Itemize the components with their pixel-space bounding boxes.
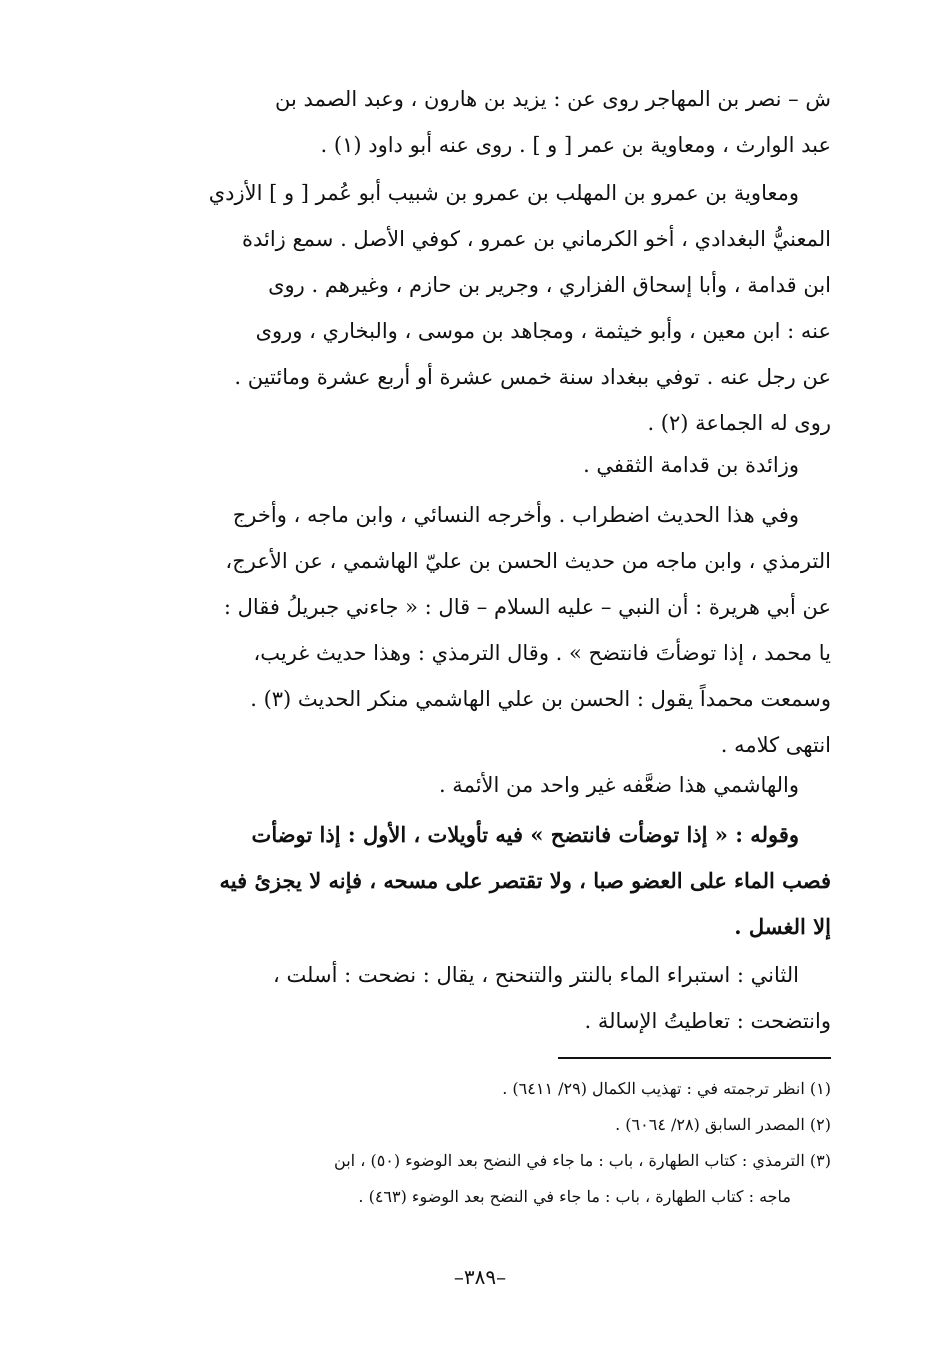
text-line: المعنيُّ البغدادي ، أخو الكرماني بن عمرو ، كوفي الأصل . سمع زائدة bbox=[241, 227, 831, 251]
text-line: فصب الماء على العضو صبا ، ولا تقتصر على مسحه ، فإنه لا يجزئ فيه bbox=[219, 868, 831, 893]
text-line: انتهى كلامه . bbox=[720, 733, 831, 757]
text-line: عبد الوارث ، ومعاوية بن عمر [ و ] . روى عنه أبو داود (١) . bbox=[320, 133, 831, 157]
text-line: يا محمد ، إذا توضأتَ فانتضح » . وقال الترمذي : وهذا حديث غريب، bbox=[253, 641, 831, 665]
footnote-separator bbox=[558, 1057, 831, 1059]
paragraph-hashimi bbox=[150, 762, 831, 808]
text-line: روى له الجماعة (٢) . bbox=[647, 411, 831, 435]
footnote-3: (٣) الترمذي : كتاب الطهارة ، باب : ما جاء في النضح بعد الوضوء (٥٠) ، ابن bbox=[334, 1151, 831, 1170]
text-line: ومعاوية بن عمرو بن المهلب بن عمرو بن شبيب أبو عُمر [ و ] الأزدي bbox=[208, 181, 799, 205]
text-line: وقوله : « إذا توضأت فانتضح » فيه تأويلات ، الأول : إذا توضأت bbox=[251, 822, 799, 847]
paragraph-tawil-first bbox=[150, 812, 831, 950]
text-line: وانتضحت : تعاطيتُ الإسالة . bbox=[584, 1009, 831, 1033]
text-line: والهاشمي هذا ضعَّفه غير واحد من الأئمة . bbox=[438, 773, 799, 797]
page-number: –٣٨٩– bbox=[453, 1265, 507, 1289]
text-line: ش – نصر بن المهاجر روى عن : يزيد بن هارون ، وعبد الصمد بن bbox=[275, 87, 831, 111]
footnote-2: (٢) المصدر السابق (٢٨/ ٦٠٦٤) . bbox=[615, 1115, 831, 1134]
text-line: ابن قدامة ، وأبا إسحاق الفزاري ، وجرير بن حازم ، وغيرهم . روى bbox=[268, 273, 831, 297]
paragraph-tawil-second bbox=[150, 952, 831, 1044]
text-line: وزائدة بن قدامة الثقفي . bbox=[583, 453, 799, 477]
text-line: الترمذي ، وابن ماجه من حديث الحسن بن عليّ الهاشمي ، عن الأعرج، bbox=[225, 549, 831, 573]
paragraph-hadith bbox=[150, 492, 831, 768]
footnote-1: (١) انظر ترجمته في : تهذيب الكمال (٢٩/ ٦٤١١) . bbox=[502, 1079, 831, 1098]
text-line: عنه : ابن معين ، وأبو خيثمة ، ومجاهد بن موسى ، والبخاري ، وروى bbox=[255, 319, 831, 343]
footnote-3-continued: ماجه : كتاب الطهارة ، باب : ما جاء في النضح بعد الوضوء (٤٦٣) . bbox=[358, 1187, 791, 1206]
text-line: عن أبي هريرة : أن النبي – عليه السلام – قال : « جاءني جبريلُ فقال : bbox=[223, 595, 831, 619]
text-line: الثاني : استبراء الماء بالنتر والتنحنح ، يقال : نضحت : أسلت ، bbox=[272, 963, 799, 987]
paragraph-nasr bbox=[150, 76, 831, 168]
text-line: عن رجل عنه . توفي ببغداد سنة خمس عشرة أو أربع عشرة ومائتين . bbox=[234, 365, 831, 389]
paragraph-zaida bbox=[150, 442, 831, 488]
text-line: وفي هذا الحديث اضطراب . وأخرجه النسائي ، وابن ماجه ، وأخرج bbox=[232, 503, 799, 527]
paragraph-muawiya bbox=[150, 170, 831, 446]
text-line: وسمعت محمداً يقول : الحسن بن علي الهاشمي منكر الحديث (٣) . bbox=[250, 687, 831, 711]
text-line: إلا الغسل . bbox=[734, 914, 831, 939]
